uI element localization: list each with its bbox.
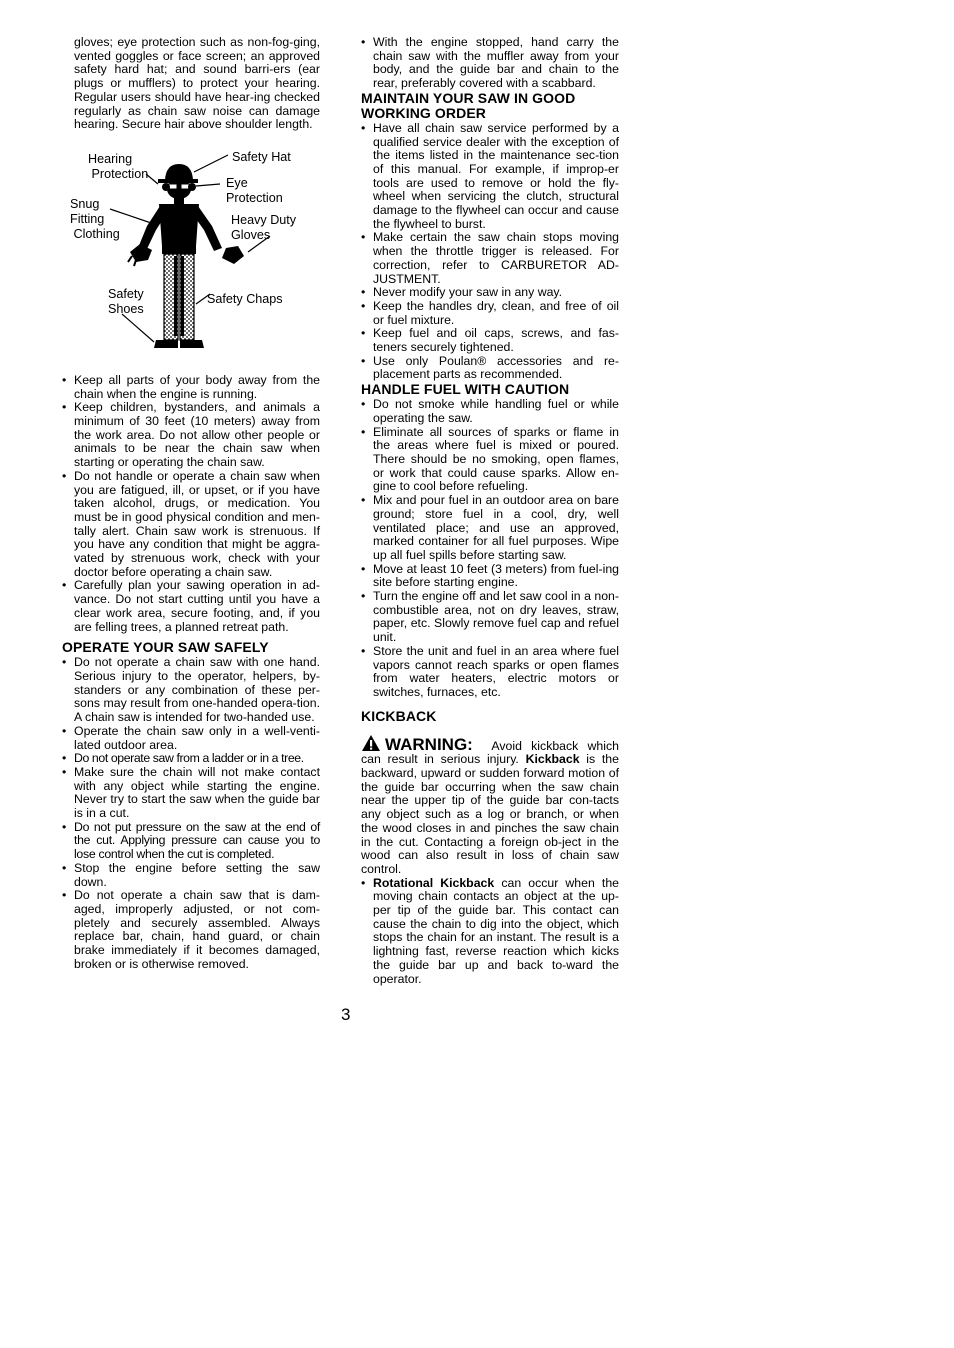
warning-rest: is the backward, upward or sudden forward motion of the guide bar occurring when the saw chain near the upper tip of the guide bar con-tacts any object such as a log or branch, or when the wood closes in and pinches the saw chain in the cut. Contacting a foreign ob-ject in the wood can also result in loss of chain saw control. bbox=[361, 752, 619, 876]
list-item: • Do not operate a chain saw with one hand. Serious injury to the operator, helpers, by-standers or any combination of these per-sons may result from one-handed opera-tion. A chain saw is intended for two-handed use. bbox=[62, 656, 320, 725]
fuel-list bbox=[361, 398, 619, 699]
page-number: 3 bbox=[341, 1005, 351, 1024]
list-item: • Store the unit and fuel in an area where fuel vapors cannot reach sparks or open flames from water heaters, electric motors or switches, furnaces, etc. bbox=[361, 645, 619, 700]
list-item: • Carefully plan your sawing operation in ad-vance. Do not start cutting until you have a clear work area, secure footing, and, if you are felling trees, a planned retreat path. bbox=[62, 579, 320, 634]
list-item: • Keep fuel and oil caps, screws, and fas-teners securely tightened. bbox=[361, 327, 619, 354]
snug-fitting-clothing-label: Snug Fitting Clothing bbox=[70, 196, 120, 241]
carry-list bbox=[361, 36, 619, 91]
list-item: • Keep all parts of your body away from the chain when the engine is running. bbox=[62, 374, 320, 401]
list-item: • Eliminate all sources of sparks or flame in the areas where fuel is mixed or poured. There should be no smoking, open flames, or work that could cause sparks. Allow en-gine to cool before refueling. bbox=[361, 426, 619, 495]
safety-gear-figure bbox=[62, 144, 320, 362]
list-item: • Turn the engine off and let saw cool in a non-combustible area, not on dry leaves, straw, paper, etc. Slowly remove fuel cap and refuel unit. bbox=[361, 590, 619, 645]
warning-label: WARNING: bbox=[385, 734, 473, 754]
list-item: • Keep children, bystanders, and animals a minimum of 30 feet (10 meters) away from the work area. Do not allow other people or animals to be near the chain saw when starting or operating the chain saw. bbox=[62, 401, 320, 470]
list-item: • Do not handle or operate a chain saw when you are fatigued, ill, or upset, or if you have taken alcohol, drugs, or medication. You must be in good physical condition and men-tally alert. Chain saw work is strenuous. If you have any condition that might be aggra-vated by strenuous work, check with your doctor before operating a chain saw. bbox=[62, 470, 320, 580]
hearing-protection-label: Hearing Protection bbox=[88, 151, 149, 181]
operate-heading: OPERATE YOUR SAW SAFELY bbox=[62, 639, 269, 656]
right-column bbox=[361, 36, 619, 986]
general-safety-list bbox=[62, 374, 320, 634]
eye-protection-label: Eye Protection bbox=[226, 175, 283, 205]
list-item: • Move at least 10 feet (3 meters) from fuel-ing site before starting engine. bbox=[361, 563, 619, 590]
kickback-list bbox=[361, 877, 619, 987]
left-column bbox=[62, 36, 320, 971]
maintain-heading: MAINTAIN YOUR SAW IN GOOD WORKING ORDER bbox=[361, 89, 576, 121]
list-item: • Do not put pressure on the saw at the end of the cut. Applying pressure can cause you to lose control when the cut is completed. bbox=[62, 821, 320, 862]
list-item bbox=[361, 877, 619, 987]
list-item: • Make certain the saw chain stops moving when the throttle trigger is released. For correction, refer to CARBURETOR AD-JUSTMENT. bbox=[361, 231, 619, 286]
rotational-kickback-term: Rotational Kickback bbox=[373, 875, 495, 890]
kickback-term: Kickback bbox=[525, 752, 580, 767]
operate-list bbox=[62, 656, 320, 971]
kickback-warning bbox=[361, 734, 619, 877]
safety-shoes-label: Safety Shoes bbox=[108, 286, 144, 316]
heavy-duty-gloves-label: Heavy Duty Gloves bbox=[231, 212, 297, 242]
list-item: • Do not operate a chain saw that is dam-aged, improperly adjusted, or not com-pletely and securely assembled. Always replace bar, chain, hand guard, or chain brake immediately if it becomes damaged, broken or is otherwise removed. bbox=[62, 889, 320, 971]
list-item: • Keep the handles dry, clean, and free of oil or fuel mixture. bbox=[361, 300, 619, 327]
fuel-heading: HANDLE FUEL WITH CAUTION bbox=[361, 381, 570, 398]
list-item: • Operate the chain saw only in a well-venti-lated outdoor area. bbox=[62, 725, 320, 752]
list-item: • With the engine stopped, hand carry the chain saw with the muffler away from your body, and the guide bar and chain to the rear, preferably covered with a scabbard. bbox=[361, 36, 619, 91]
list-item: • Stop the engine before setting the saw down. bbox=[62, 862, 320, 889]
list-item: • Have all chain saw service performed by a qualified service dealer with the exception of the items listed in the maintenance sec-tion of this manual. For example, if improp-er tools are used to remove or hold the fly-wheel when servicing the clutch, structural damage to the flywheel can occur and cause the flywheel to burst. bbox=[361, 122, 619, 232]
list-item: • Do not operate saw from a ladder or in a tree. bbox=[62, 752, 320, 766]
list-item: • Use only Poulan® accessories and re-placement parts as recommended. bbox=[361, 355, 619, 382]
list-item: • Never modify your saw in any way. bbox=[361, 286, 619, 300]
warning-triangle-icon bbox=[361, 734, 381, 752]
list-item: • Make sure the chain will not make contact with any object while starting the engine. Never try to start the saw when the guide bar is in a cut. bbox=[62, 766, 320, 821]
rotational-kickback-text: can occur when the moving chain contacts an object at the up-per tip of the guide bar. This contact can cause the chain to dig into the object, which stops the chain for an instant. The result is a lightning fast, reverse reaction which kicks the guide bar up and back to-ward the operator. bbox=[373, 875, 619, 986]
safety-chaps-label: Safety Chaps bbox=[207, 291, 283, 306]
kickback-heading: KICKBACK bbox=[361, 707, 437, 724]
list-item: • Do not smoke while handling fuel or while operating the saw. bbox=[361, 398, 619, 425]
safety-hat-label: Safety Hat bbox=[232, 149, 291, 164]
maintain-list bbox=[361, 122, 619, 382]
warning-lead: Avoid kickback which can result in serious injury. bbox=[361, 738, 619, 767]
intro-paragraph: gloves; eye protection such as non-fog-ging, vented goggles or face screen; an approved safety hard hat; and sound barri-ers (ear plugs or mufflers) to protect your hearing. Regular users should have hear-ing checked regularly as chain saw noise can damage hearing. Secure hair above shoulder length. bbox=[74, 35, 320, 132]
list-item: • Mix and pour fuel in an outdoor area on bare ground; store fuel in a cool, dry, well ventilated place; and use an approved, marked container for all fuel purposes. Wipe up all fuel spills before starting saw. bbox=[361, 494, 619, 563]
